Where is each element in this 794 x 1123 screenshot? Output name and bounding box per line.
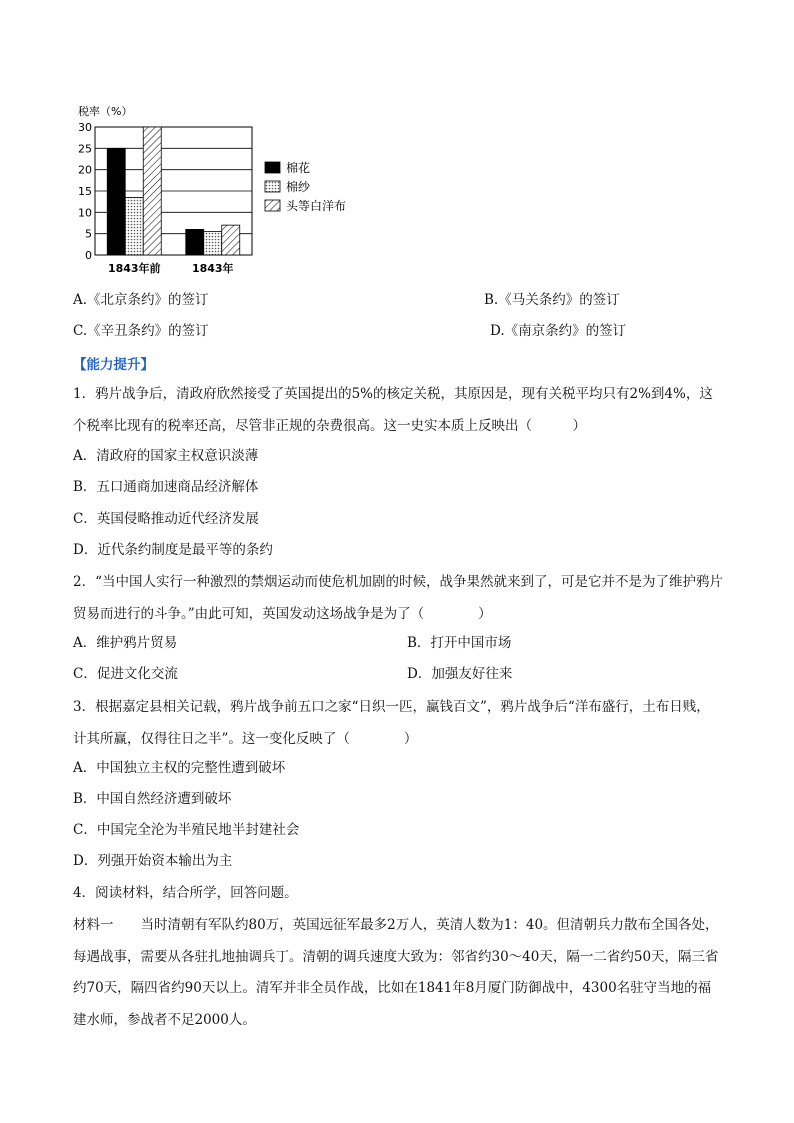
- option-b-prev[interactable]: B.《马关条约》的签订: [484, 292, 620, 308]
- legend-swatch: [265, 181, 280, 192]
- y-axis-label: 税率（%）: [78, 105, 133, 118]
- q1-option-b[interactable]: B．五口通商加速商品经济解体: [73, 479, 259, 495]
- legend-label: 头等白洋布: [286, 199, 347, 213]
- q3-option-d[interactable]: D．列强开始资本输出为主: [73, 853, 233, 869]
- question-4-material: 材料一 当时清朝有军队约80万，英国远征军最多2万人，英清人数为1：40。但清朝兵力散布全国各处，每遇战事，需要从各驻扎地抽调兵丁。清朝的调兵速度大致为：邻省约30～40天，隔一二省约50天，隔三省约70天，隔四省约90天以上。清军并非全员作战，比如在1841年8月厦门防御战中，4300名驻守当地的福建水师，参战者不足2000人。: [73, 917, 719, 1028]
- bar-3-2: [222, 225, 240, 255]
- option-d-prev[interactable]: D.《南京条约》的签订: [490, 323, 627, 339]
- bar-3-1: [143, 127, 161, 255]
- y-tick-label: 25: [78, 142, 92, 156]
- legend-label: 棉花: [286, 161, 311, 175]
- q2-option-d[interactable]: D．加强友好往来: [407, 666, 513, 682]
- q1-option-a[interactable]: A．清政府的国家主权意识淡薄: [73, 448, 259, 464]
- section-title: 【能力提升】: [73, 357, 154, 373]
- question-1-stem: 1．鸦片战争后，清政府欣然接受了英国提出的5%的核定关税，其原因是，现有关税平均只有2%到4%，这个税率比现有的税率还高，尽管非正规的杂费很高。这一史实本质上反映出（ ）: [73, 386, 713, 434]
- q3-option-a[interactable]: A．中国独立主权的完整性遭到破坏: [73, 760, 286, 776]
- bar-1-2: [186, 229, 204, 255]
- bar-2-2: [204, 232, 222, 255]
- x-tick-label: 1843年前: [107, 262, 161, 275]
- q2-option-b[interactable]: B．打开中国市场: [407, 635, 512, 651]
- q3-option-c[interactable]: C．中国完全沦为半殖民地半封建社会: [73, 822, 300, 838]
- y-tick-label: 0: [85, 249, 92, 262]
- bar-2-1: [125, 197, 143, 255]
- y-tick-label: 20: [78, 163, 92, 177]
- option-c-prev[interactable]: C.《辛丑条约》的签订: [73, 323, 209, 339]
- question-2-stem: 2．“当中国人实行一种激烈的禁烟运动而使危机加剧的时候，战争果然就来到了，可是它并不是为了维护鸦片贸易而进行的斗争。”由此可知，英国发动这场战争是为了（ ）: [73, 574, 723, 622]
- q2-option-a[interactable]: A．维护鸦片贸易: [73, 635, 178, 651]
- y-tick-label: 5: [85, 227, 92, 241]
- legend-label: 棉纱: [286, 180, 311, 194]
- bar-1-1: [107, 148, 125, 255]
- legend-swatch: [265, 162, 280, 173]
- question-3-stem: 3．根据嘉定县相关记载，鸦片战争前五口之家“日织一匹，赢钱百文”，鸦片战争后“洋布盛行，土布日贱，计其所赢，仅得往日之半”。这一变化反映了（ ）: [73, 699, 710, 747]
- q1-option-d[interactable]: D．近代条约制度是最平等的条约: [73, 542, 273, 558]
- tariff-bar-chart: [76, 100, 376, 285]
- legend-swatch: [265, 200, 280, 211]
- q1-option-c[interactable]: C．英国侵略推动近代经济发展: [73, 511, 259, 527]
- y-tick-label: 10: [78, 206, 92, 220]
- q3-option-b[interactable]: B．中国自然经济遭到破坏: [73, 791, 232, 807]
- y-tick-label: 30: [78, 121, 92, 134]
- question-4-stem: 4．阅读材料，结合所学，回答问题。: [73, 885, 298, 901]
- q2-option-c[interactable]: C．促进文化交流: [73, 666, 178, 682]
- x-tick-label: 1843年: [191, 262, 234, 275]
- option-a-prev[interactable]: A.《北京条约》的签订: [73, 292, 209, 308]
- y-tick-label: 15: [78, 185, 92, 198]
